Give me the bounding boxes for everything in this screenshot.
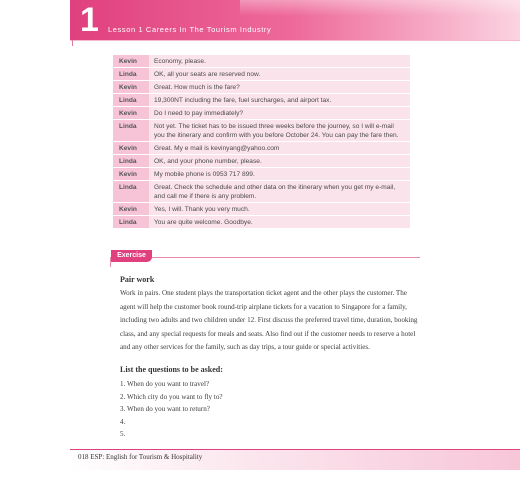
dialogue-line: You are quite welcome. Goodbye. [149, 216, 410, 228]
dialogue-row [113, 55, 410, 67]
speaker-name: Kevin [113, 168, 149, 180]
dialogue-row [113, 216, 410, 228]
dialogue-line: OK, all your seats are reserved now. [149, 68, 410, 80]
questions-list [120, 378, 223, 441]
dialogue-line: Do I need to pay immediately? [149, 107, 410, 119]
dialogue-line: Great. How much is the fare? [149, 81, 410, 93]
lesson-title: Lesson 1 Careers In The Tourism Industry [108, 25, 272, 34]
dialogue-row [113, 142, 410, 154]
dialogue-line: Not yet. The ticket has to be issued three weeks before the journey, so I will e-mail you the itinerary and confirm with you before October 24. You can pay the fare then. [149, 120, 410, 141]
exercise-tab-label: Exercise [111, 250, 152, 262]
speaker-name: Kevin [113, 142, 149, 154]
dialogue-line: Great. My e mail is kevinyang@yahoo.com [149, 142, 410, 154]
question-item: 4. [120, 417, 126, 426]
question-item: 3. When do you want to return? [120, 405, 210, 414]
speaker-name: Kevin [113, 81, 149, 93]
dialogue-row [113, 120, 410, 141]
speaker-name: Linda [113, 155, 149, 167]
speaker-name: Linda [113, 68, 149, 80]
speaker-name: Linda [113, 120, 149, 141]
chapter-header-bar [70, 0, 520, 40]
header-left-tick [72, 40, 73, 46]
dialogue-line: 19,300NT including the fare, fuel surcharges, and airport tax. [149, 94, 410, 106]
dialogue-row [113, 94, 410, 106]
pair-work-instructions: Work in pairs. One student plays the transportation ticket agent and the other plays the customer. The agent will help the customer book round-trip airplane tickets for a vacation to Singapore for a family, including two adults and two children under 12. First discuss the preferred travel time, duration, booking class, and any special requests for meals and seats. Also find out if the customer needs to reserve a hotel and any other services for the family, such as day trips, a tour guide or special activities. [120, 289, 418, 352]
speaker-name: Kevin [113, 203, 149, 215]
speaker-name: Linda [113, 216, 149, 228]
question-item: 2. Which city do you want to fly to? [120, 392, 223, 401]
chapter-number: 1 [80, 1, 99, 39]
exercise-divider [110, 257, 420, 258]
dialogue-line: Great. Check the schedule and other data on the itinerary when you get my e-mail, and call me if there is any problem. [149, 181, 410, 202]
header-divider [70, 40, 520, 41]
questions-heading: List the questions to be asked: [120, 365, 223, 374]
speaker-name: Kevin [113, 55, 149, 67]
dialogue-line: Yes, I will. Thank you very much. [149, 203, 410, 215]
speaker-name: Linda [113, 181, 149, 202]
page-number: 018 [78, 453, 89, 461]
dialogue-table [113, 55, 410, 229]
question-item: 5. [120, 430, 126, 439]
book-title: ESP: English for Tourism & Hospitality [90, 453, 203, 461]
dialogue-row [113, 155, 410, 167]
footer [78, 453, 202, 461]
dialogue-line: OK, and your phone number, please. [149, 155, 410, 167]
header-shine [240, 0, 520, 16]
dialogue-line: Economy, please. [149, 55, 410, 67]
dialogue-row [113, 203, 410, 215]
pair-work-heading: Pair work [120, 275, 155, 284]
dialogue-line: My mobile phone is 0953 717 899. [149, 168, 410, 180]
speaker-name: Kevin [113, 107, 149, 119]
question-item: 1. When do you want to travel? [120, 380, 210, 388]
dialogue-row [113, 81, 410, 93]
speaker-name: Linda [113, 94, 149, 106]
dialogue-row [113, 107, 410, 119]
dialogue-row [113, 181, 410, 202]
dialogue-row [113, 168, 410, 180]
dialogue-row [113, 68, 410, 80]
